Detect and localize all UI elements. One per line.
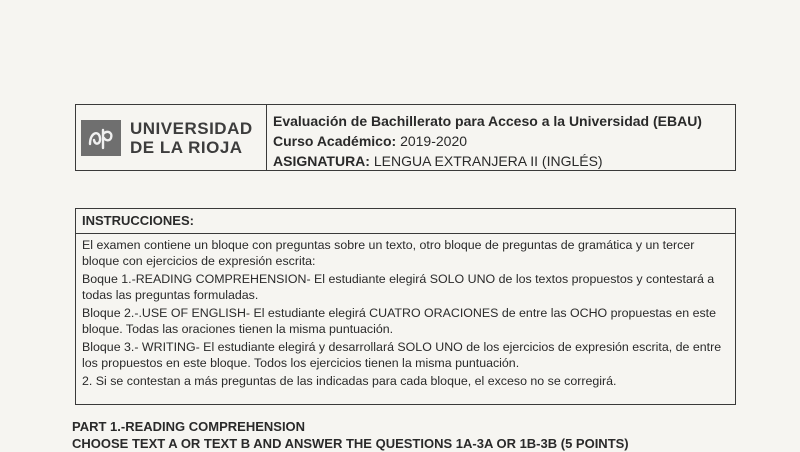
course-row bbox=[273, 131, 729, 151]
instruction-paragraph: Bloque 3.- WRITING- El estudiante elegirá y desarrollará SOLO UNO de los ejercicios de expresión escrita, de entre los propuestos en este bloque. Todos los ejercicios tienen la misma puntuación. bbox=[82, 340, 722, 370]
subject-label: ASIGNATURA: bbox=[273, 153, 370, 169]
university-logo bbox=[76, 105, 267, 170]
instruction-paragraph: El examen contiene un bloque con preguntas sobre un texto, otro bloque de preguntas de gramática y un tercer bloque con ejercicios de expresión escrita: bbox=[82, 238, 695, 268]
subject-row bbox=[273, 151, 729, 171]
instructions-box bbox=[75, 208, 736, 405]
course-label: Curso Académico: bbox=[273, 133, 397, 149]
subject-value: LENGUA EXTRANJERA II (INGLÉS) bbox=[373, 153, 603, 169]
instruction-paragraph: 2. Si se contestan a más preguntas de las indicadas para cada bloque, el exceso no se corregirá. bbox=[82, 374, 617, 388]
instructions-body bbox=[76, 234, 735, 389]
part-title: PART 1.-READING COMPREHENSION bbox=[72, 419, 306, 434]
university-name-line1: UNIVERSIDAD bbox=[130, 118, 253, 138]
exam-header bbox=[75, 104, 736, 171]
instruction-paragraph: Bloque 2.-.USE OF ENGLISH- El estudiante elegirá CUATRO ORACIONES de entre las OCHO propuestas en este bloque. Todas las oraciones tienen la misma puntuación. bbox=[82, 306, 717, 336]
exam-info bbox=[267, 105, 735, 170]
exam-title: Evaluación de Bachillerato para Acceso a la Universidad (EBAU) bbox=[273, 113, 702, 129]
course-value: 2019-2020 bbox=[400, 133, 468, 149]
instructions-title: INSTRUCCIONES: bbox=[76, 209, 735, 234]
part-subtitle: CHOOSE TEXT A OR TEXT B AND ANSWER THE QUESTIONS 1A-3A OR 1B-3B (5 POINTS) bbox=[72, 436, 629, 451]
university-name-line2: DE LA RIOJA bbox=[130, 137, 243, 157]
university-emblem-icon bbox=[81, 120, 121, 156]
instruction-paragraph: Boque 1.-READING COMPREHENSION- El estudiante elegirá SOLO UNO de los textos propuestos y contestará a todas las preguntas formuladas. bbox=[82, 272, 715, 302]
